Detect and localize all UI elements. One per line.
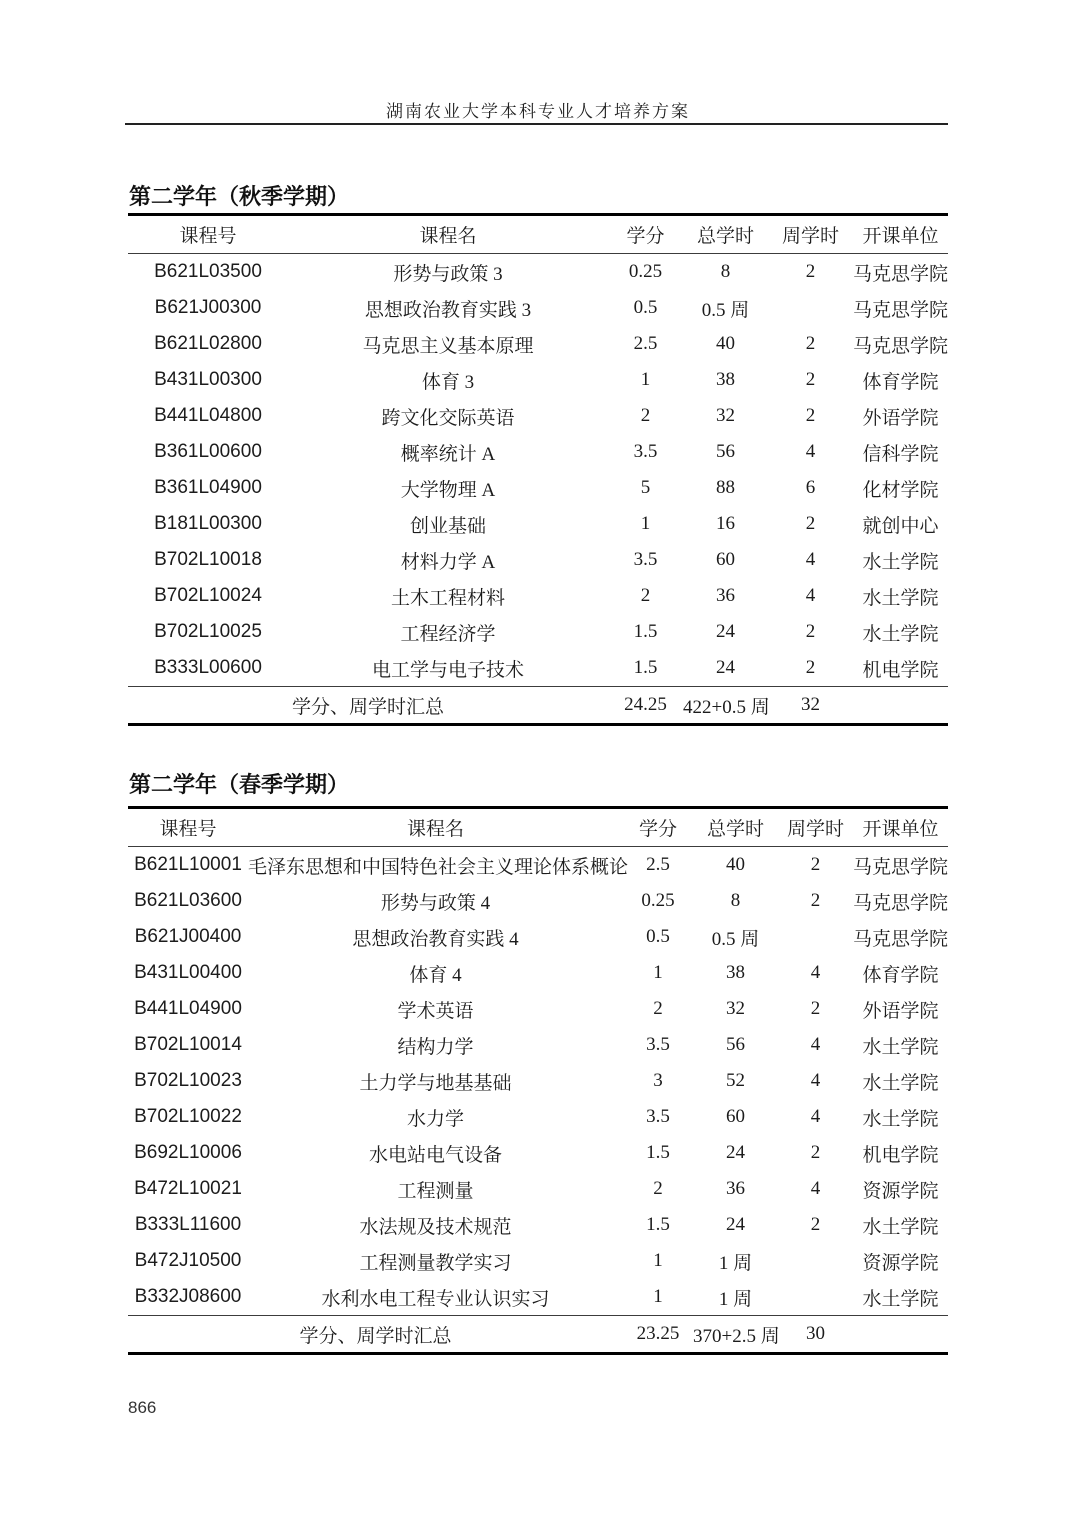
unit: 马克思学院	[853, 928, 949, 950]
course-code: B702L10023	[134, 1070, 242, 1091]
section-title-fall-semester: 第二学年（秋季学期）	[129, 184, 350, 209]
table-row	[128, 1135, 948, 1171]
course-code: B621L10001	[134, 854, 242, 875]
unit: 信科学院	[862, 443, 939, 465]
course-code: B361L00600	[154, 441, 262, 462]
course-code: B702L10025	[154, 621, 262, 642]
table-row	[128, 1171, 948, 1207]
weekly-hours: 4	[810, 1106, 821, 1127]
table-row	[128, 542, 948, 578]
table-row	[128, 254, 948, 291]
credits: 1	[653, 1286, 663, 1307]
table-row	[128, 847, 948, 884]
table-row	[128, 883, 948, 919]
total-hours: 24	[716, 657, 735, 678]
summary-label: 学分、周学时汇总	[128, 1316, 623, 1354]
unit: 水土学院	[862, 1108, 939, 1130]
table-row	[128, 991, 948, 1027]
table-row	[128, 1027, 948, 1063]
weekly-hours: 2	[805, 261, 816, 282]
unit: 马克思学院	[853, 856, 949, 878]
unit: 水土学院	[862, 1072, 939, 1094]
col-header-course-code: 课程号	[128, 808, 248, 847]
course-name: 材料力学 A	[400, 551, 496, 573]
weekly-hours: 2	[810, 998, 821, 1019]
table-row	[128, 470, 948, 506]
course-name: 土木工程材料	[390, 587, 505, 609]
course-code: B702L10018	[154, 549, 262, 570]
course-name: 形势与政策 3	[393, 263, 503, 285]
table-row	[128, 614, 948, 650]
course-name: 马克思主义基本原理	[362, 335, 534, 357]
weekly-hours: 2	[805, 657, 816, 678]
credits: 3.5	[646, 1106, 670, 1127]
total-hours: 36	[726, 1178, 745, 1199]
course-name: 毛泽东思想和中国特色社会主义理论体系概论	[248, 856, 629, 878]
unit: 水土学院	[862, 1216, 939, 1238]
weekly-hours	[768, 290, 853, 326]
table-row	[128, 955, 948, 991]
summary-unit	[853, 1316, 948, 1354]
credits: 0.25	[641, 890, 675, 911]
total-hours: 88	[716, 477, 735, 498]
unit: 体育学院	[862, 964, 939, 986]
total-hours: 40	[726, 854, 745, 875]
total-hours: 36	[716, 585, 735, 606]
unit: 体育学院	[862, 371, 939, 393]
unit: 马克思学院	[853, 299, 949, 321]
credits: 1.5	[633, 621, 658, 642]
course-code: B621L02800	[154, 333, 262, 354]
weekly-hours: 2	[810, 854, 821, 875]
table-row	[128, 650, 948, 687]
course-name: 电工学与电子技术	[371, 659, 524, 681]
total-hours: 60	[726, 1106, 745, 1127]
total-hours: 24	[726, 1142, 745, 1163]
section-title-spring-semester: 第二学年（春季学期）	[129, 772, 350, 797]
col-header-unit: 开课单位	[853, 808, 948, 847]
course-name: 学术英语	[397, 1000, 474, 1022]
total-hours: 16	[716, 513, 735, 534]
course-name: 结构力学	[397, 1036, 474, 1058]
total-hours: 8	[730, 890, 741, 911]
total-hours: 40	[716, 333, 735, 354]
credits: 1	[640, 513, 651, 534]
table-header-row	[128, 808, 948, 847]
course-name: 水力学	[406, 1108, 464, 1130]
total-hours: 8	[720, 261, 731, 282]
total-hours: 0.5 周	[701, 299, 750, 321]
course-name: 工程经济学	[400, 623, 496, 645]
credits: 2.5	[633, 333, 658, 354]
credits: 2	[640, 405, 651, 426]
total-hours: 32	[716, 405, 735, 426]
credits: 1	[653, 962, 663, 983]
course-code: B333L11600	[134, 1214, 242, 1235]
col-header-course-code: 课程号	[128, 215, 288, 254]
weekly-hours: 2	[805, 621, 816, 642]
unit: 机电学院	[862, 1144, 939, 1166]
summary-row	[128, 1316, 948, 1354]
weekly-hours: 2	[805, 333, 816, 354]
course-name: 水电站电气设备	[368, 1144, 502, 1166]
summary-credits: 24.25	[608, 687, 683, 725]
summary-label: 学分、周学时汇总	[128, 687, 608, 725]
weekly-hours: 4	[805, 441, 816, 462]
credits: 1	[640, 369, 651, 390]
table-row	[128, 506, 948, 542]
weekly-hours: 2	[805, 369, 816, 390]
summary-weekly-hours: 32	[768, 687, 853, 725]
weekly-hours: 2	[810, 1214, 821, 1235]
weekly-hours: 4	[810, 1178, 821, 1199]
total-hours: 60	[716, 549, 735, 570]
col-header-course-name: 课程名	[248, 808, 623, 847]
course-code: B621J00300	[154, 297, 262, 318]
table-row	[128, 1063, 948, 1099]
credits: 3.5	[633, 549, 658, 570]
table-row	[128, 398, 948, 434]
course-code: B333L00600	[154, 657, 262, 678]
unit: 马克思学院	[853, 892, 949, 914]
course-name: 工程测量教学实习	[359, 1252, 512, 1274]
weekly-hours: 2	[810, 890, 821, 911]
course-code: B181L00300	[154, 513, 262, 534]
credits: 2	[653, 1178, 663, 1199]
spring-course-table	[128, 806, 948, 1355]
weekly-hours	[778, 919, 853, 955]
course-name: 大学物理 A	[400, 479, 496, 501]
summary-credits: 23.25	[623, 1316, 693, 1354]
unit: 水土学院	[862, 551, 939, 573]
course-code: B621L03600	[134, 890, 242, 911]
unit: 机电学院	[862, 659, 939, 681]
course-name: 跨文化交际英语	[381, 407, 515, 429]
col-header-total-hours: 总学时	[683, 215, 768, 254]
credits: 0.25	[628, 261, 663, 282]
unit: 化材学院	[862, 479, 939, 501]
weekly-hours	[778, 1279, 853, 1316]
unit: 马克思学院	[853, 263, 949, 285]
credits: 0.5	[646, 926, 670, 947]
weekly-hours: 2	[805, 513, 816, 534]
course-code: B621J00400	[134, 926, 242, 947]
total-hours: 24	[716, 621, 735, 642]
table-row	[128, 578, 948, 614]
document-header-title: 湖南农业大学本科专业人才培养方案	[386, 102, 690, 121]
unit: 资源学院	[862, 1180, 939, 1202]
credits: 5	[640, 477, 651, 498]
table-row	[128, 1099, 948, 1135]
course-code: B441L04900	[134, 998, 242, 1019]
course-code: B431L00300	[154, 369, 262, 390]
summary-row	[128, 687, 948, 725]
total-hours: 24	[726, 1214, 745, 1235]
table-row	[128, 434, 948, 470]
col-header-credits: 学分	[623, 808, 693, 847]
col-header-weekly-hours: 周学时	[778, 808, 853, 847]
course-name: 体育 4	[409, 964, 462, 986]
total-hours: 38	[726, 962, 745, 983]
summary-weekly-hours: 30	[778, 1316, 853, 1354]
unit: 外语学院	[862, 1000, 939, 1022]
summary-unit	[853, 687, 948, 725]
credits: 2	[640, 585, 651, 606]
course-name: 体育 3	[421, 371, 475, 393]
credits: 3	[653, 1070, 663, 1091]
weekly-hours: 4	[805, 585, 816, 606]
credits: 1.5	[633, 657, 658, 678]
summary-total-hours: 422+0.5 周	[683, 687, 768, 725]
course-code: B621L03500	[154, 261, 262, 282]
course-name: 概率统计 A	[400, 443, 496, 465]
weekly-hours: 6	[805, 477, 816, 498]
total-hours: 56	[726, 1034, 745, 1055]
weekly-hours: 4	[810, 962, 821, 983]
course-code: B441L04800	[154, 405, 262, 426]
credits: 2.5	[646, 854, 670, 875]
course-code: B692L10006	[134, 1142, 242, 1163]
table-row	[128, 919, 948, 955]
weekly-hours: 4	[810, 1034, 821, 1055]
unit: 水土学院	[862, 1036, 939, 1058]
credits: 3.5	[646, 1034, 670, 1055]
unit: 水土学院	[862, 623, 939, 645]
weekly-hours	[778, 1243, 853, 1279]
unit: 水土学院	[862, 1288, 939, 1310]
unit: 水土学院	[862, 587, 939, 609]
weekly-hours: 2	[805, 405, 816, 426]
table-row	[128, 1243, 948, 1279]
course-code: B431L00400	[134, 962, 242, 983]
course-code: B332J08600	[134, 1286, 242, 1307]
total-hours: 1 周	[718, 1288, 753, 1310]
course-name: 形势与政策 4	[380, 892, 491, 914]
credits: 1.5	[646, 1142, 670, 1163]
table-row	[128, 1279, 948, 1316]
course-code: B702L10022	[134, 1106, 242, 1127]
course-code: B702L10024	[154, 585, 262, 606]
course-name: 水利水电工程专业认识实习	[321, 1288, 550, 1310]
table-row	[128, 1207, 948, 1243]
unit: 马克思学院	[853, 335, 949, 357]
table-header-row	[128, 215, 948, 254]
col-header-credits: 学分	[608, 215, 683, 254]
course-name: 工程测量	[397, 1180, 474, 1202]
unit: 就创中心	[862, 515, 939, 537]
summary-total-hours: 370+2.5 周	[693, 1316, 778, 1354]
course-code: B472J10500	[134, 1250, 242, 1271]
course-name: 土力学与地基基础	[359, 1072, 512, 1094]
table-row	[128, 326, 948, 362]
course-code: B472L10021	[134, 1178, 242, 1199]
total-hours: 56	[716, 441, 735, 462]
col-header-weekly-hours: 周学时	[768, 215, 853, 254]
unit: 外语学院	[862, 407, 939, 429]
weekly-hours: 4	[810, 1070, 821, 1091]
course-name: 思想政治教育实践 3	[364, 299, 532, 321]
total-hours: 1 周	[718, 1252, 753, 1274]
unit: 资源学院	[862, 1252, 939, 1274]
credits: 1	[653, 1250, 663, 1271]
course-name: 思想政治教育实践 4	[352, 928, 519, 950]
course-code: B361L04900	[154, 477, 262, 498]
credits: 0.5	[633, 297, 658, 318]
total-hours: 32	[726, 998, 745, 1019]
credits: 3.5	[633, 441, 658, 462]
page-number: 866	[128, 1398, 157, 1417]
col-header-unit: 开课单位	[853, 215, 948, 254]
fall-course-table	[128, 213, 948, 726]
course-code: B702L10014	[134, 1034, 242, 1055]
course-name: 创业基础	[409, 515, 486, 537]
weekly-hours: 4	[805, 549, 816, 570]
credits: 2	[653, 998, 663, 1019]
header-rule	[125, 123, 948, 125]
credits: 1.5	[646, 1214, 670, 1235]
total-hours: 38	[716, 369, 735, 390]
table-row	[128, 362, 948, 398]
col-header-total-hours: 总学时	[693, 808, 778, 847]
total-hours: 0.5 周	[711, 928, 760, 950]
total-hours: 52	[726, 1070, 745, 1091]
course-name: 水法规及技术规范	[359, 1216, 512, 1238]
weekly-hours: 2	[810, 1142, 821, 1163]
col-header-course-name: 课程名	[288, 215, 608, 254]
table-row	[128, 290, 948, 326]
